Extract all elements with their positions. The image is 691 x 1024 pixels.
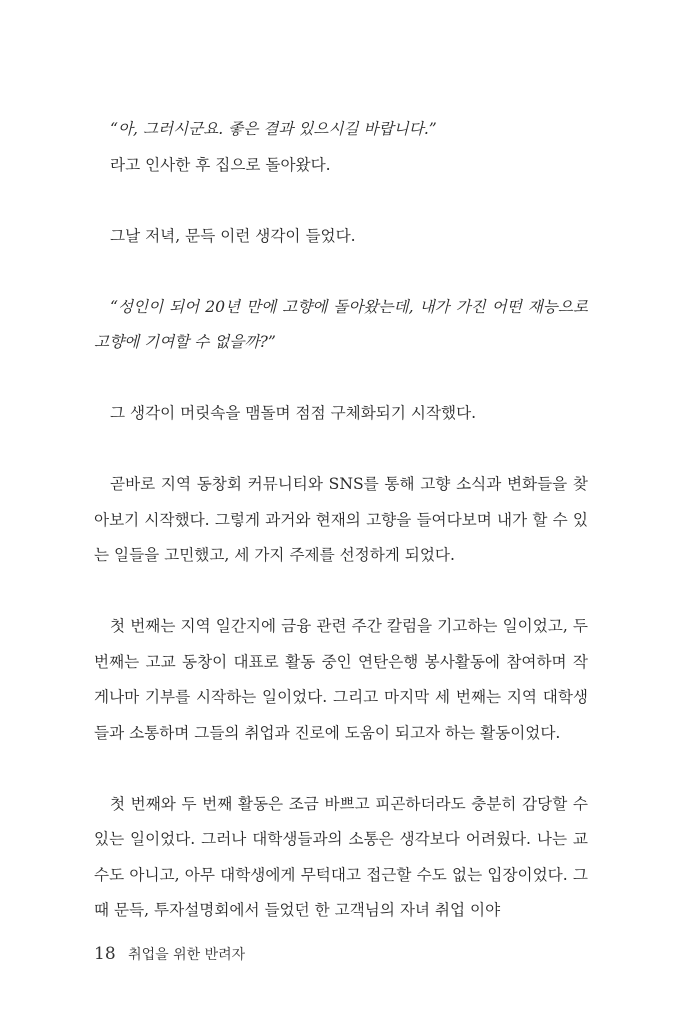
paragraph: 그 생각이 머릿속을 맴돌며 점점 구체화되기 시작했다. xyxy=(110,404,477,422)
running-title: 취업을 위한 반려자 xyxy=(128,947,246,963)
body-text xyxy=(94,112,588,929)
paragraph: 곧바로 지역 동창회 커뮤니티와 SNS를 통해 고향 소식과 변화들을 찾아보기 시작했다. 그렇게 과거와 현재의 고향을 들여다보며 내가 할 수 있는 일들을 고민했고, 세 가지 주제를 선정하게 되었다. xyxy=(94,475,588,564)
dialogue-line: “성인이 되어 20년 만에 고향에 돌아왔는데, 내가 가진 어떤 재능으로 고향에 기여할 수 없을까?” xyxy=(94,297,588,351)
paragraph: 그날 저녁, 문득 이런 생각이 들었다. xyxy=(110,226,356,245)
page-number: 18 xyxy=(94,944,116,964)
paragraph: 라고 인사한 후 집으로 돌아왔다. xyxy=(110,155,331,174)
page-footer xyxy=(94,944,245,964)
paragraph: 첫 번째는 지역 일간지에 금융 관련 주간 칼럼을 기고하는 일이었고, 두 번째는 고교 동창이 대표로 활동 중인 연탄은행 봉사활동에 참여하며 작게나마 기부를 시작하는 일이었다. 그리고 마지막 세 번째는 지역 대학생들과 소통하며 그들의 취업과 진로에 도움이 되고자 하는 활동이었다. xyxy=(94,617,588,742)
paragraph: 첫 번째와 두 번째 활동은 조금 바쁘고 피곤하더라도 충분히 감당할 수 있는 일이었다. 그러나 대학생들과의 소통은 생각보다 어려웠다. 나는 교수도 아니고, 아무 대학생에게 무턱대고 접근할 수도 없는 입장이었다. 그때 문득, 투자설명회에서 들었던 한 고객님의 자녀 취업 이야 xyxy=(94,794,588,919)
dialogue-line: “아, 그러시군요. 좋은 결과 있으시길 바랍니다.” xyxy=(110,120,437,138)
